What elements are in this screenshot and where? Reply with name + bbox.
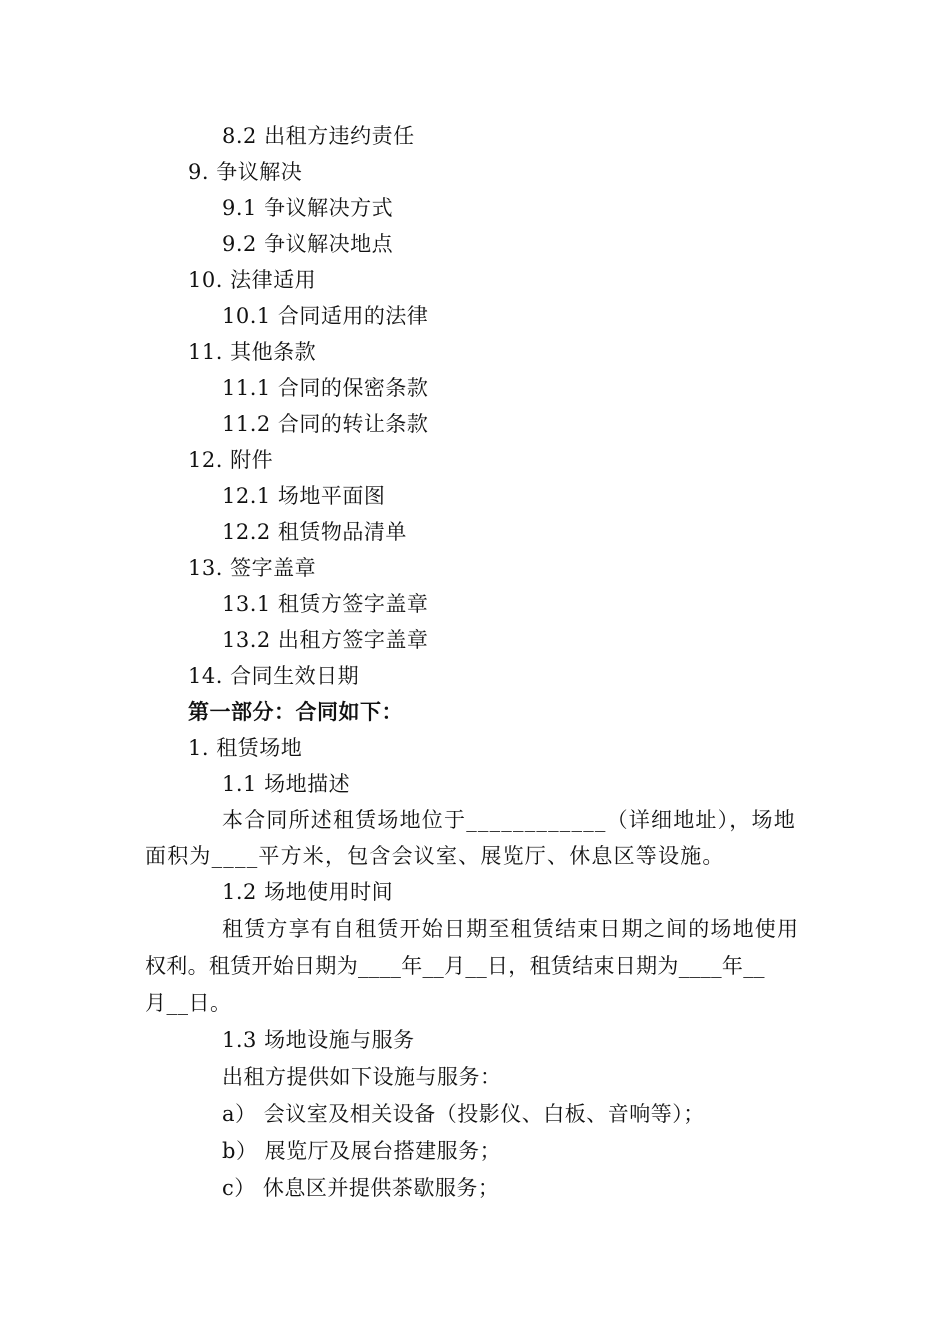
section-1-heading: 1. 租赁场地	[188, 736, 303, 760]
list-item-a: a） 会议室及相关设备（投影仪、白板、音响等）；	[222, 1102, 705, 1126]
toc-item-12-2: 12.2 租赁物品清单	[222, 520, 407, 544]
paragraph-1-1-line-2: 面积为____平方米，包含会议室、展览厅、休息区等设施。	[145, 844, 725, 868]
section-1-1-heading: 1.1 场地描述	[222, 772, 351, 796]
toc-item-9: 9. 争议解决	[188, 160, 303, 184]
toc-item-11-2: 11.2 合同的转让条款	[222, 412, 429, 436]
paragraph-1-2-line-2: 权利。租赁开始日期为____年__月__日，租赁结束日期为____年__	[145, 954, 765, 978]
toc-item-9-2: 9.2 争议解决地点	[222, 232, 394, 256]
part-heading: 第一部分：合同如下：	[188, 700, 403, 724]
paragraph-1-2-line-3: 月__日。	[145, 991, 232, 1015]
toc-item-10-1: 10.1 合同适用的法律	[222, 304, 429, 328]
toc-item-10: 10. 法律适用	[188, 268, 317, 292]
toc-item-11-1: 11.1 合同的保密条款	[222, 376, 429, 400]
paragraph-1-3-intro: 出租方提供如下设施与服务：	[222, 1065, 502, 1089]
toc-item-11: 11. 其他条款	[188, 340, 317, 364]
list-item-c: c） 休息区并提供茶歇服务；	[222, 1176, 500, 1200]
section-1-3-heading: 1.3 场地设施与服务	[222, 1028, 415, 1052]
paragraph-1-2-line-1: 租赁方享有自租赁开始日期至租赁结束日期之间的场地使用	[222, 917, 800, 941]
paragraph-1-1-line-1: 本合同所述租赁场地位于____________（详细地址），场地	[222, 808, 796, 832]
toc-item-12-1: 12.1 场地平面图	[222, 484, 386, 508]
toc-item-13-1: 13.1 租赁方签字盖章	[222, 592, 429, 616]
toc-item-13-2: 13.2 出租方签字盖章	[222, 628, 429, 652]
list-item-b: b） 展览厅及展台搭建服务；	[222, 1139, 502, 1163]
toc-item-14: 14. 合同生效日期	[188, 664, 360, 688]
toc-item-13: 13. 签字盖章	[188, 556, 317, 580]
toc-item-9-1: 9.1 争议解决方式	[222, 196, 394, 220]
toc-item-12: 12. 附件	[188, 448, 274, 472]
section-1-2-heading: 1.2 场地使用时间	[222, 880, 394, 904]
toc-item-8-2: 8.2 出租方违约责任	[222, 124, 415, 148]
